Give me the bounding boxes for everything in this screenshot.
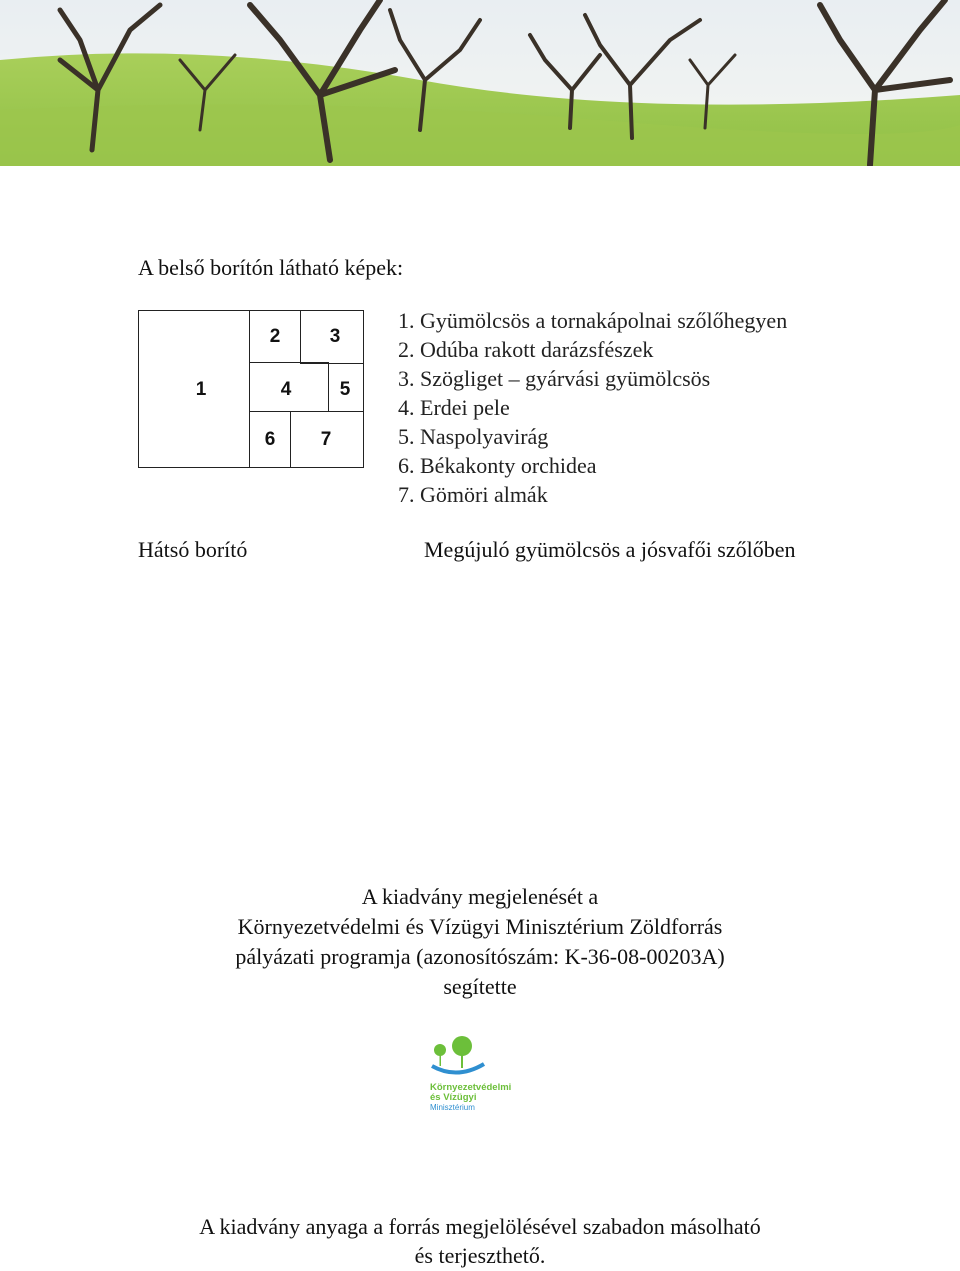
legend-item: 5. Naspolyavirág	[398, 424, 549, 449]
legend-item: 3. Szögliget – gyárvási gyümölcsös	[398, 366, 711, 391]
layout-number: 4	[280, 379, 292, 400]
support-line: segítette	[443, 974, 517, 999]
support-statement	[0, 882, 960, 1002]
ministry-logo	[422, 1022, 522, 1122]
layout-number: 3	[329, 326, 341, 347]
layout-number: 7	[320, 429, 332, 450]
logo-text-line1: Környezetvédelmi	[430, 1082, 512, 1093]
back-cover-label: Hátsó borító	[138, 537, 248, 562]
legend-item: 7. Gömöri almák	[398, 482, 548, 507]
image-layout-diagram	[138, 310, 364, 468]
support-line: pályázati programja (azonosítószám: K-36-08-00203A)	[235, 944, 725, 969]
support-line: Környezetvédelmi és Vízügyi Minisztérium Zöldforrás	[237, 914, 723, 939]
legend-item: 1. Gyümölcsös a tornakápolnai szőlőhegyen	[398, 308, 788, 333]
layout-number: 5	[339, 379, 351, 400]
legend-item: 6. Békakonty orchidea	[398, 453, 597, 478]
layout-cell-1	[138, 310, 250, 468]
inner-cover-title: A belső borítón látható képek:	[138, 255, 404, 280]
legend-item: 2. Odúba rakott darázsfészek	[398, 337, 654, 362]
layout-number: 6	[264, 429, 276, 450]
layout-number: 1	[195, 379, 207, 400]
support-line: A kiadvány megjelenését a	[361, 884, 599, 909]
logo-text-line3: Minisztérium	[430, 1103, 475, 1112]
back-cover-description: Megújuló gyümölcsös a jósvafői szőlőben	[424, 537, 796, 562]
footer-line: A kiadvány anyaga a forrás megjelölésével szabadon másolható	[199, 1214, 761, 1239]
orchard-banner-image	[0, 0, 960, 166]
legend-item: 4. Erdei pele	[398, 395, 510, 420]
image-legend-list	[398, 306, 787, 509]
footer-line: és terjeszthető.	[414, 1243, 546, 1268]
layout-number: 2	[269, 326, 281, 347]
logo-text-line2: és Vízügyi	[430, 1092, 477, 1103]
footer-copyright-note	[0, 1212, 960, 1270]
